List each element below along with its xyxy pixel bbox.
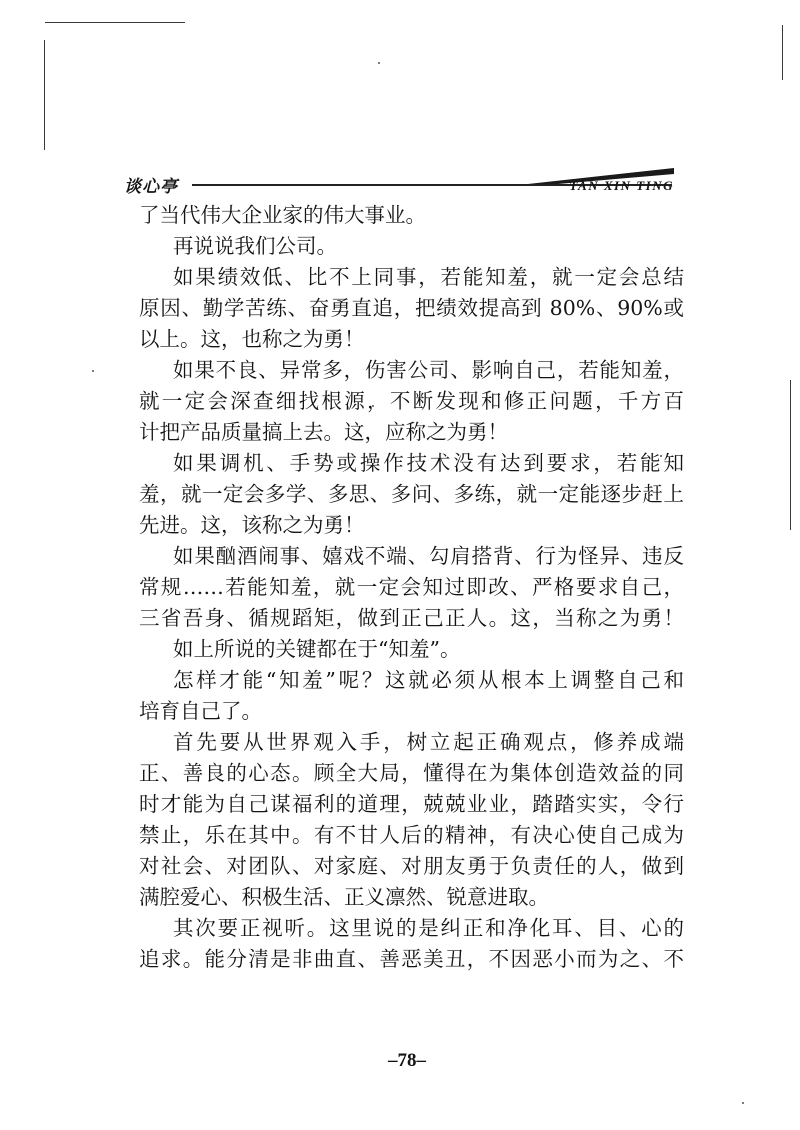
text-line: 就一定会深查细找根源，不断发现和修正问题，千方百 — [139, 389, 684, 413]
text-line: 其次要正视听。这里说的是纠正和净化耳、目、心的 — [173, 916, 684, 940]
text-line: 如果绩效低、比不上同事，若能知羞，就一定会总结 — [173, 265, 684, 289]
text-line: 满腔爱心、积极生活、正义凛然、锐意进取。 — [139, 885, 549, 909]
text-line: 如果调机、手势或操作技术没有达到要求，若能知 — [173, 451, 684, 475]
text-line: 以上。这，也称之为勇！ — [139, 327, 365, 351]
text-line: 禁止，乐在其中。有不甘人后的精神，有决心使自己成为 — [139, 823, 684, 847]
text-line: 三省吾身、循规蹈矩，做到正己正人。这，当称之为勇！ — [139, 606, 684, 630]
text-line: 了当代伟大企业家的伟大事业。 — [139, 203, 426, 227]
text-line: 对社会、对团队、对家庭、对朋友勇于负责任的人，做到 — [139, 854, 684, 878]
text-line: 正、善良的心态。顾全大局，懂得在为集体创造效益的同 — [139, 761, 684, 785]
text-line: 首先要从世界观入手，树立起正确观点，修养成端 — [173, 730, 684, 754]
scan-edge-line-right-lower — [790, 380, 791, 530]
text-line: 羞，就一定会多学、多思、多问、多练，就一定能逐步赶上 — [139, 482, 684, 506]
scan-speck — [378, 62, 380, 64]
text-line: 如上所说的关键都在于“知羞”。 — [173, 637, 461, 661]
text-line: 怎样才能“知羞”呢？这就必须从根本上调整自己和 — [173, 668, 684, 692]
text-line: 如果酗酒闹事、嬉戏不端、勾肩搭背、行为怪异、违反 — [173, 544, 684, 568]
scan-edge-line-left — [44, 40, 45, 150]
scan-speck — [92, 370, 94, 372]
text-line: 追求。能分清是非曲直、善恶美丑，不因恶小而为之、不 — [139, 947, 684, 971]
text-line: 常规……若能知羞，就一定会知过即改、严格要求自己， — [139, 575, 684, 599]
text-line: 时才能为自己谋福利的道理，兢兢业业，踏踏实实，令行 — [139, 792, 684, 816]
text-line: 如果不良、异常多，伤害公司、影响自己，若能知羞， — [173, 358, 684, 382]
text-line: 先进。这，该称之为勇！ — [139, 513, 365, 537]
scan-edge-line-right — [782, 25, 783, 80]
scan-edge-line-top — [45, 22, 185, 23]
text-line: 原因、勤学苦练、奋勇直追，把绩效提高到 80%、90%或 — [139, 296, 684, 320]
running-header — [118, 162, 678, 196]
text-line: 再说说我们公司。 — [173, 234, 337, 258]
page-number: –78– — [388, 1050, 426, 1071]
text-line: 计把产品质量搞上去。这，应称之为勇！ — [139, 420, 508, 444]
text-line: 培育自己了。 — [139, 699, 262, 723]
body-text — [139, 200, 684, 975]
section-title-latin: TAN XIN TING — [569, 178, 674, 193]
section-title: 谈心亭 — [124, 177, 178, 197]
scan-speck — [742, 1102, 744, 1104]
